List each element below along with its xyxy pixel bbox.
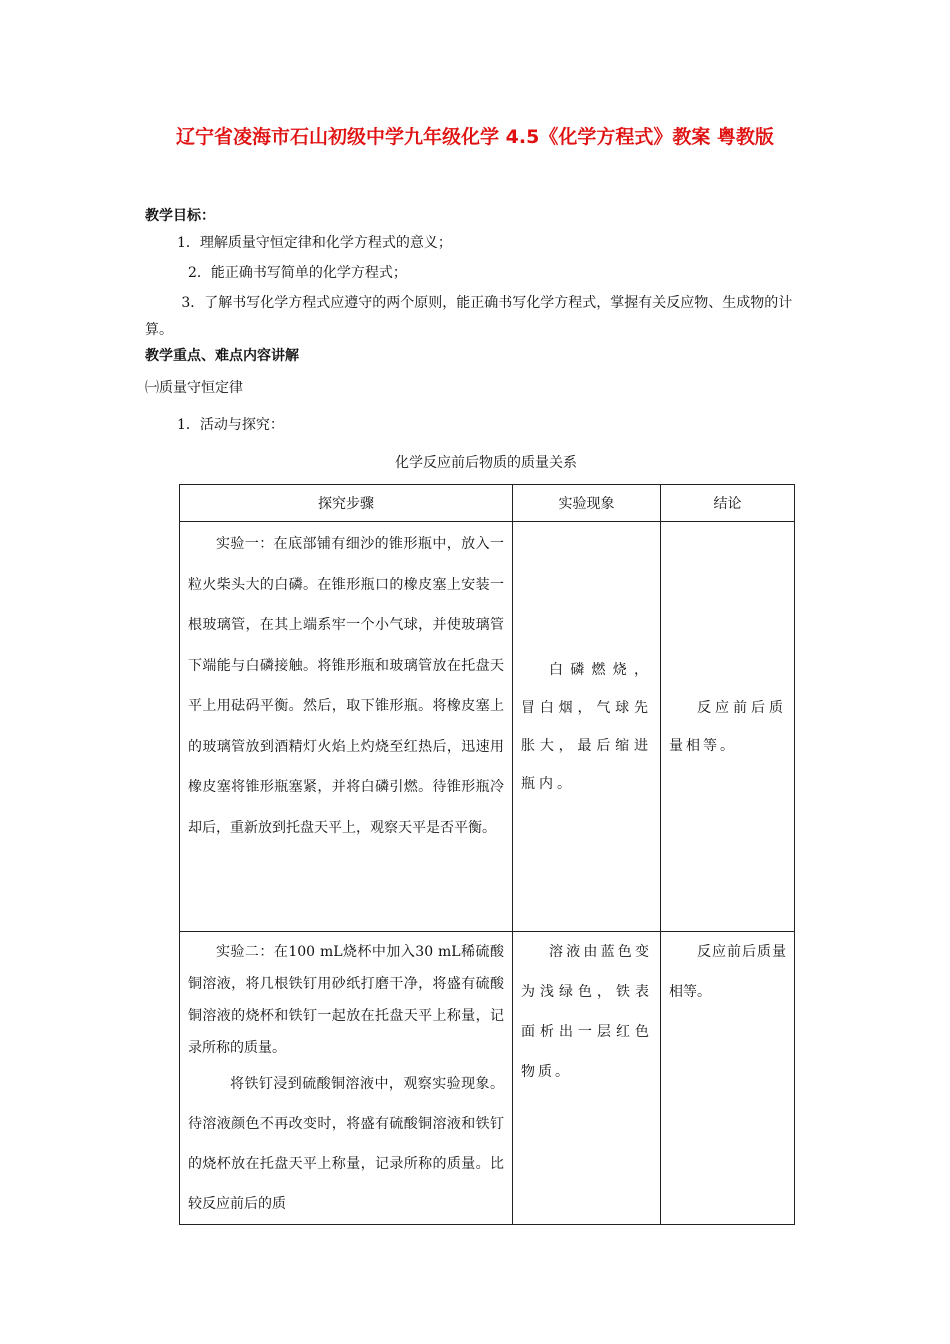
row2-phenomenon: 溶液由蓝色变为浅绿色，铁表面析出一层红色物质。 <box>513 932 661 1225</box>
section-heading: ㈠质量守恒定律 <box>145 380 243 396</box>
table-row <box>180 932 795 1225</box>
row2-steps-continued: 将铁钉浸到硫酸铜溶液中，观察实验现象。待溶液颜色不再改变时，将盛有硫酸铜溶液和铁钉的烧杯放在托盘天平上称量，记录所称的质量。比较反应前后的质 <box>188 1076 504 1212</box>
goal-item-1: 1．理解质量守恒定律和化学方程式的意义； <box>177 235 452 251</box>
table-header-row <box>180 485 795 522</box>
row2-conclusion: 反应前后质量相等。 <box>661 932 795 1225</box>
goals-heading: 教学目标： <box>145 208 215 224</box>
row2-steps: 实验二：在100 mL烧杯中加入30 mL稀硫酸铜溶液，将几根铁钉用砂纸打磨干净，将盛有硫酸铜溶液的烧杯和铁钉一起放在托盘天平上称量，记录所称的质量。 <box>188 944 504 1056</box>
row1-steps: 实验一：在底部铺有细沙的锥形瓶中，放入一粒火柴头大的白磷。在锥形瓶口的橡皮塞上安装一根玻璃管，在其上端系牢一个小气球，并使玻璃管下端能与白磷接触。将锥形瓶和玻璃管放在托盘天平上用砝码平衡。然后，取下锥形瓶。将橡皮塞上的玻璃管放到酒精灯火焰上灼烧至红热后，迅速用橡皮塞将锥形瓶塞紧，并将白磷引燃。待锥形瓶冷却后，重新放到托盘天平上，观察天平是否平衡。 <box>180 522 513 932</box>
experiment-table <box>179 484 795 1225</box>
header-conclusion: 结论 <box>661 485 795 522</box>
row1-phenomenon: 白磷燃烧，冒白烟，气球先胀大，最后缩进瓶内。 <box>513 522 661 932</box>
row1-conclusion: 反应前后质量相等。 <box>661 522 795 932</box>
document-title: 辽宁省凌海市石山初级中学九年级化学 4.5《化学方程式》教案 粤教版 <box>176 126 774 148</box>
header-phenomenon: 实验现象 <box>513 485 661 522</box>
row2-steps-cell <box>180 932 513 1225</box>
key-points-heading: 教学重点、难点内容讲解 <box>145 348 299 364</box>
table-caption: 化学反应前后物质的质量关系 <box>395 455 577 471</box>
goal-item-2: 2．能正确书写简单的化学方程式； <box>188 265 407 281</box>
goal-item-3: 3．了解书写化学方程式应遵守的两个原则，能正确书写化学方程式，掌握有关反应物、生成物的计算。 <box>145 295 793 338</box>
table-row <box>180 522 795 932</box>
activity-label: 1．活动与探究： <box>177 417 284 433</box>
header-steps: 探究步骤 <box>180 485 513 522</box>
